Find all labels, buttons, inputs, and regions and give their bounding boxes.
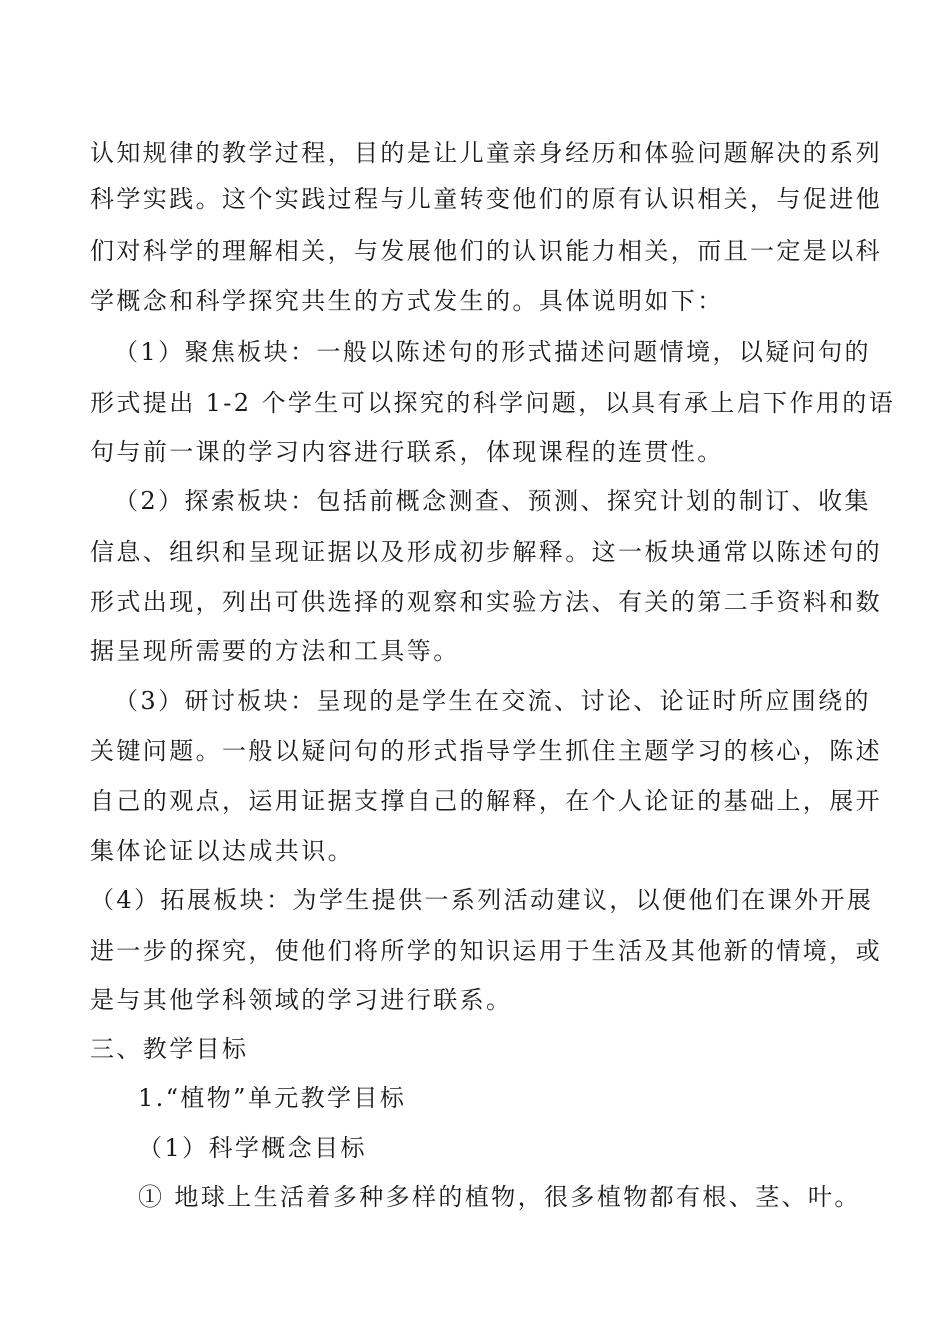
paragraph-line: 关键问题。一般以疑问句的形式指导学生抓住主题学习的核心，陈述 [90, 737, 882, 765]
section-heading: 三、教学目标 [90, 1035, 249, 1063]
subsection-heading: （1）科学概念目标 [138, 1134, 367, 1162]
paragraph-line: （2）探索板块：包括前概念测查、预测、探究计划的制订、收集 [114, 487, 871, 515]
paragraph-line: 信息、组织和呈现证据以及形成初步解释。这一板块通常以陈述句的 [90, 538, 882, 566]
paragraph-line: 科学实践。这个实践过程与儿童转变他们的原有认识相关，与促进他 [90, 185, 882, 213]
paragraph-line: 集体论证以达成共识。 [90, 837, 354, 865]
list-item: ① 地球上生活着多种多样的植物，很多植物都有根、茎、叶。 [138, 1183, 861, 1211]
paragraph-line: 学概念和科学探究共生的方式发生的。具体说明如下： [90, 287, 724, 315]
subsection-heading: 1.“植物”单元教学目标 [138, 1084, 407, 1112]
paragraph-line: 形式出现，列出可供选择的观察和实验方法、有关的第二手资料和数 [90, 588, 882, 616]
paragraph-line: 认知规律的教学过程，目的是让儿童亲身经历和体验问题解决的系列 [90, 139, 882, 167]
paragraph-line: 是与其他学科领域的学习进行联系。 [90, 986, 513, 1014]
paragraph-line: 们对科学的理解相关，与发展他们的认识能力相关，而且一定是以科 [90, 237, 882, 265]
paragraph-line: （4）拓展板块：为学生提供一系列活动建议，以便他们在课外开展 [90, 886, 874, 914]
paragraph-line: 进一步的探究，使他们将所学的知识运用于生活及其他新的情境，或 [90, 937, 882, 965]
paragraph-line: 据呈现所需要的方法和工具等。 [90, 637, 460, 665]
paragraph-line: （3）研讨板块：呈现的是学生在交流、讨论、论证时所应围绕的 [114, 687, 871, 715]
paragraph-line: 自己的观点，运用证据支撑自己的解释，在个人论证的基础上，展开 [90, 787, 882, 815]
paragraph-line: （1）聚焦板块：一般以陈述句的形式描述问题情境，以疑问句的 [114, 338, 871, 366]
paragraph-line: 形式提出 1-2 个学生可以探究的科学问题，以具有承上启下作用的语 [90, 389, 896, 417]
paragraph-line: 句与前一课的学习内容进行联系，体现课程的连贯性。 [90, 438, 724, 466]
